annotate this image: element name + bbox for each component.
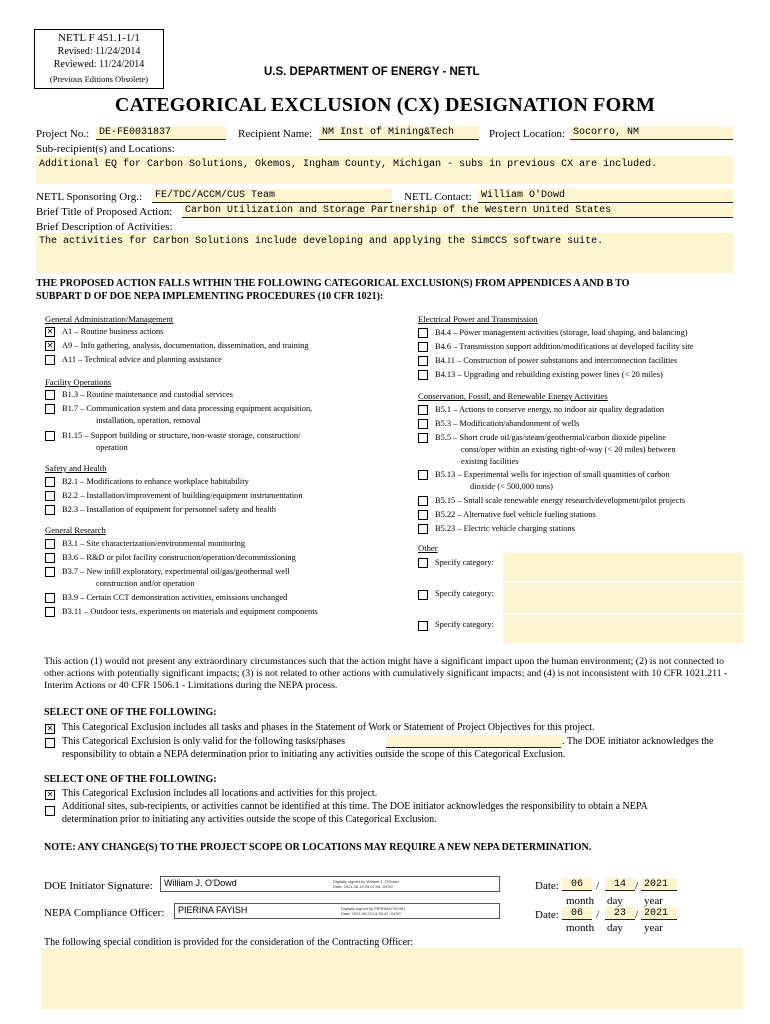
checkbox-b5-3[interactable]	[418, 419, 428, 429]
cx-item-a9: A9 – Info gathering, analysis, documentation, dissemination, and training	[62, 341, 309, 350]
cx-item-b1-15-cont: operation	[96, 443, 128, 452]
checkbox-b2-1[interactable]	[45, 477, 55, 487]
date1-month[interactable]: 06	[562, 878, 592, 891]
date-label-1: Date:	[535, 880, 559, 892]
recipient-label: Recipient Name:	[238, 128, 313, 140]
initiator-signature-name: William J. O'Dowd	[164, 878, 237, 888]
checkbox-a11[interactable]	[45, 355, 55, 365]
checkbox-select2-opt2[interactable]	[45, 806, 55, 816]
day-caption-2: day	[607, 922, 623, 934]
nepa-digital-line1: Digitally signed by PIERINA FAYISH	[341, 906, 406, 911]
select-heading-1: SELECT ONE OF THE FOLLOWING:	[44, 707, 217, 718]
group-title-research: General Research	[45, 525, 106, 535]
initiator-digital-line1: Digitally signed by William J. O'Dowd	[333, 879, 399, 884]
page-title: CATEGORICAL EXCLUSION (CX) DESIGNATION FORM	[114, 94, 656, 116]
cx-item-b4-4: B4.4 – Power management activities (storage, load shaping, and balancing)	[435, 328, 688, 337]
recipient-field[interactable]: NM Inst of Mining&Tech	[319, 126, 479, 140]
specify-field-3[interactable]	[503, 615, 743, 643]
checkbox-b3-6[interactable]	[45, 553, 55, 563]
brief-title-field[interactable]: Carbon Utilization and Storage Partnership of the Western United States	[182, 204, 733, 218]
cx-item-b3-1: B3.1 – Site characterization/environmental monitoring	[62, 539, 246, 548]
checkbox-select1-opt2[interactable]	[45, 738, 55, 748]
group-title-electrical: Electrical Power and Transmission	[418, 314, 538, 324]
checkbox-b1-15[interactable]	[45, 431, 55, 441]
contact-label: NETL Contact:	[404, 191, 472, 203]
activities-text: The activities for Carbon Solutions include developing and applying the SimCCS software suite.	[39, 236, 604, 247]
subrecipients-field[interactable]	[36, 156, 733, 184]
checkbox-b3-1[interactable]	[45, 539, 55, 549]
agency-name: U.S. DEPARTMENT OF ENERGY - NETL	[264, 66, 480, 78]
date2-slash-2: /	[635, 909, 639, 921]
location-field[interactable]: Socorro, NM	[570, 126, 733, 140]
cx-item-b1-3: B1.3 – Routine maintenance and custodial services	[62, 390, 233, 399]
cx-item-b4-6: B4.6 – Transmission support addition/modifications at developed facility site	[435, 342, 694, 351]
date2-slash-1: /	[596, 909, 600, 921]
month-caption-1: month	[566, 895, 595, 907]
select1-opt2a: This Categorical Exclusion is only valid for the following tasks/phases	[62, 736, 346, 747]
date2-month[interactable]: 06	[562, 907, 592, 920]
cx-heading-line1: THE PROPOSED ACTION FALLS WITHIN THE FOLLOWING CATEGORICAL EXCLUSION(S) FROM APPENDICES A AND B TO	[36, 278, 630, 289]
cx-item-b5-13: B5.13 – Experimental wells for injection of small quantities of carbon	[435, 470, 670, 479]
cx-item-b5-1: B5.1 – Actions to conserve energy, no indoor air quality degradation	[435, 405, 665, 414]
group-title-conservation: Conservation, Fossil, and Renewable Energy Activities	[418, 391, 608, 401]
checkbox-b1-7[interactable]	[45, 404, 55, 414]
cx-item-b2-3: B2.3 – Installation of equipment for personnel safety and health	[62, 505, 276, 514]
cx-item-b5-13-cont: dioxide (< 500,000 tons)	[470, 482, 553, 491]
checkbox-b4-4[interactable]	[418, 328, 428, 338]
form-id-box	[34, 29, 164, 89]
checkbox-b4-13[interactable]	[418, 370, 428, 380]
date1-slash-1: /	[596, 880, 600, 892]
checkbox-select1-opt1[interactable]	[45, 724, 55, 734]
date-label-2: Date:	[535, 909, 559, 921]
checkbox-a1[interactable]	[45, 327, 55, 337]
nepa-officer-label: NEPA Compliance Officer:	[44, 907, 165, 919]
cx-item-b3-9: B3.9 – Certain CCT demonstration activities, emissions unchanged	[62, 593, 288, 602]
date2-year[interactable]: 2021	[641, 907, 677, 920]
checkbox-b5-1[interactable]	[418, 405, 428, 415]
cx-item-b5-5: B5.5 – Short crude oil/gas/steam/geothermal/carbon dioxide pipeline	[435, 433, 666, 442]
specify-field-2[interactable]	[503, 583, 743, 613]
checkbox-select2-opt1[interactable]	[45, 790, 55, 800]
brief-title-label: Brief Title of Proposed Action:	[36, 206, 173, 218]
checkbox-a9[interactable]	[45, 341, 55, 351]
tasks-phases-field[interactable]	[386, 735, 561, 748]
form-note: (Previous Editions Obsolete)	[49, 74, 149, 84]
select2-opt2a: Additional sites, sub-recipients, or activities cannot be identified at this time. The DOE initiator acknowledges the responsibility to obtain a NEPA	[62, 801, 648, 812]
select-heading-2: SELECT ONE OF THE FOLLOWING:	[44, 774, 217, 785]
sponsor-label: NETL Sponsoring Org.:	[36, 191, 143, 203]
month-caption-2: month	[566, 922, 595, 934]
checkbox-b5-5[interactable]	[418, 433, 428, 443]
location-label: Project Location:	[489, 128, 566, 140]
checkbox-b5-15[interactable]	[418, 496, 428, 506]
nepa-signature-field[interactable]	[174, 903, 500, 919]
checkbox-b2-2[interactable]	[45, 491, 55, 501]
checkbox-b5-13[interactable]	[418, 470, 428, 480]
checkbox-other-1[interactable]	[418, 558, 428, 568]
checkbox-other-2[interactable]	[418, 590, 428, 600]
cx-item-b1-15: B1.15 – Support building or structure, non-waste storage, construction/	[62, 431, 301, 440]
checkbox-b3-9[interactable]	[45, 593, 55, 603]
initiator-signature-field[interactable]	[160, 876, 500, 892]
contact-field[interactable]: William O'Dowd	[478, 189, 733, 203]
specify-label-2: Specify category:	[435, 589, 494, 598]
cx-item-a11: A11 – Technical advice and planning assistance	[62, 355, 222, 364]
checkbox-b1-3[interactable]	[45, 390, 55, 400]
day-caption-1: day	[607, 895, 623, 907]
select1-opt2b: . The DOE initiator acknowledges the	[562, 736, 714, 747]
select2-opt2b: determination prior to initiating any activities outside the scope of this Categorical Exclusion.	[62, 814, 437, 825]
activities-label: Brief Description of Activities:	[36, 221, 173, 233]
cx-item-b5-3: B5.3 – Modification/abandonment of wells	[435, 419, 580, 428]
special-condition-label: The following special condition is provided for the consideration of the Contracting Officer:	[44, 937, 414, 948]
cx-item-b2-2: B2.2 – Installation/improvement of building/equipment instrumentation	[62, 491, 303, 500]
select1-opt2c: responsibility to obtain a NEPA determination prior to initiating any activities outside the scope of this Categorical Exclusion.	[62, 749, 566, 760]
nepa-signature-name: PIERINA FAYISH	[178, 905, 248, 915]
group-title-general-admin: General Administration/Management	[45, 314, 174, 324]
specify-label-1: Specify category:	[435, 558, 494, 567]
date2-day[interactable]: 23	[605, 907, 635, 920]
cx-item-b3-6: B3.6 – R&D or pilot facility construction/operation/decommissioning	[62, 553, 296, 562]
cx-item-b3-11: B3.11 – Outdoor tests, experiments on materials and equipment components	[62, 607, 318, 616]
checkbox-other-3[interactable]	[418, 621, 428, 631]
checkbox-b4-11[interactable]	[418, 356, 428, 366]
cx-item-b1-7-cont: installation, operation, removal	[96, 416, 201, 425]
checkbox-b3-11[interactable]	[45, 607, 55, 617]
specify-label-3: Specify category:	[435, 620, 494, 629]
select2-opt1: This Categorical Exclusion includes all locations and activities for this project.	[62, 788, 378, 799]
cx-item-b5-5-cont: const/oper within an existing right-of-way (< 20 miles) between	[461, 445, 676, 454]
project-no-label: Project No.:	[36, 128, 90, 140]
cx-item-b4-13: B4.13 – Upgrading and rebuilding existing power lines (< 20 miles)	[435, 370, 663, 379]
checkbox-b2-3[interactable]	[45, 505, 55, 515]
project-no-field[interactable]: DE-FE0031837	[96, 126, 226, 140]
nepa-digital-line2: Date: 2021.06.23 14:35:41 -04'00'	[341, 911, 402, 916]
cx-item-b3-7: B3.7 – New infill exploratory, experimental oil/gas/geothermal well	[62, 567, 290, 576]
cx-item-b1-7: B1.7 – Communication system and data processing equipment acquisition,	[62, 404, 313, 413]
form-number: NETL F 451.1-1/1	[58, 32, 140, 44]
circumstances-text: This action (1) would not present any extraordinary circumstances such that the action might have a significant impact upon the human environment; (2) is not connected to other actions with potentially significant impacts; (3) is not related to other actions with cumulatively significant impacts; and (4) is not inconsistent with 10 CFR 1021.211 - Interim Actions or 40 CFR 1506.1 - Limitations during the NEPA process.	[44, 656, 728, 691]
subrecipients-text: Additional EQ for Carbon Solutions, Okemos, Ingham County, Michigan - subs in previous CX are included.	[39, 159, 658, 170]
checkbox-b5-22[interactable]	[418, 510, 428, 520]
year-caption-1: year	[644, 895, 663, 907]
form-revised: Revised: 11/24/2014	[57, 46, 141, 57]
cx-item-b5-23: B5.23 – Electric vehicle charging stations	[435, 524, 575, 533]
scope-change-note: NOTE: ANY CHANGE(S) TO THE PROJECT SCOPE OR LOCATIONS MAY REQUIRE A NEW NEPA DETERMINATION.	[44, 842, 592, 853]
specify-field-1[interactable]	[503, 553, 743, 581]
subrecipients-label: Sub-recipient(s) and Locations:	[36, 143, 175, 155]
checkbox-b5-23[interactable]	[418, 524, 428, 534]
cx-item-b5-22: B5.22 – Alternative fuel vehicle fueling stations	[435, 510, 596, 519]
cx-item-a1: A1 – Routine business actions	[62, 327, 164, 336]
activities-field[interactable]	[36, 233, 733, 273]
initiator-digital-line2: Date: 2021.06.14 09:07:06 -04'00'	[333, 884, 394, 889]
date1-day[interactable]: 14	[605, 878, 635, 891]
checkbox-b4-6[interactable]	[418, 342, 428, 352]
year-caption-2: year	[644, 922, 663, 934]
date1-year[interactable]: 2021	[641, 878, 677, 891]
cx-heading-line2: SUBPART D OF DOE NEPA IMPLEMENTING PROCEDURES (10 CFR 1021):	[36, 291, 384, 302]
sponsor-field[interactable]: FE/TDC/ACCM/CUS Team	[152, 189, 392, 203]
cx-item-b5-5-cont2: existing facilities	[461, 457, 519, 466]
cx-item-b2-1: B2.1 – Modifications to enhance workplace habitability	[62, 477, 249, 486]
group-title-other: Other	[418, 543, 438, 553]
group-title-safety: Safety and Health	[45, 463, 107, 473]
initiator-signature-label: DOE Initiator Signature:	[44, 880, 153, 892]
date1-slash-2: /	[635, 880, 639, 892]
group-title-facility: Facility Operations	[45, 377, 112, 387]
special-condition-field[interactable]	[41, 948, 743, 1009]
cx-item-b5-15: B5.15 – Small scale renewable energy research/development/pilot projects	[435, 496, 686, 505]
form-reviewed: Reviewed: 11/24/2014	[53, 59, 145, 70]
select1-opt1: This Categorical Exclusion includes all tasks and phases in the Statement of Work or Statement of Project Objectives for this project.	[62, 722, 595, 733]
cx-item-b4-11: B4.11 – Construction of power substations and interconnection facilities	[435, 356, 678, 365]
checkbox-b3-7[interactable]	[45, 567, 55, 577]
cx-item-b3-7-cont: construction and/or operation	[96, 579, 195, 588]
